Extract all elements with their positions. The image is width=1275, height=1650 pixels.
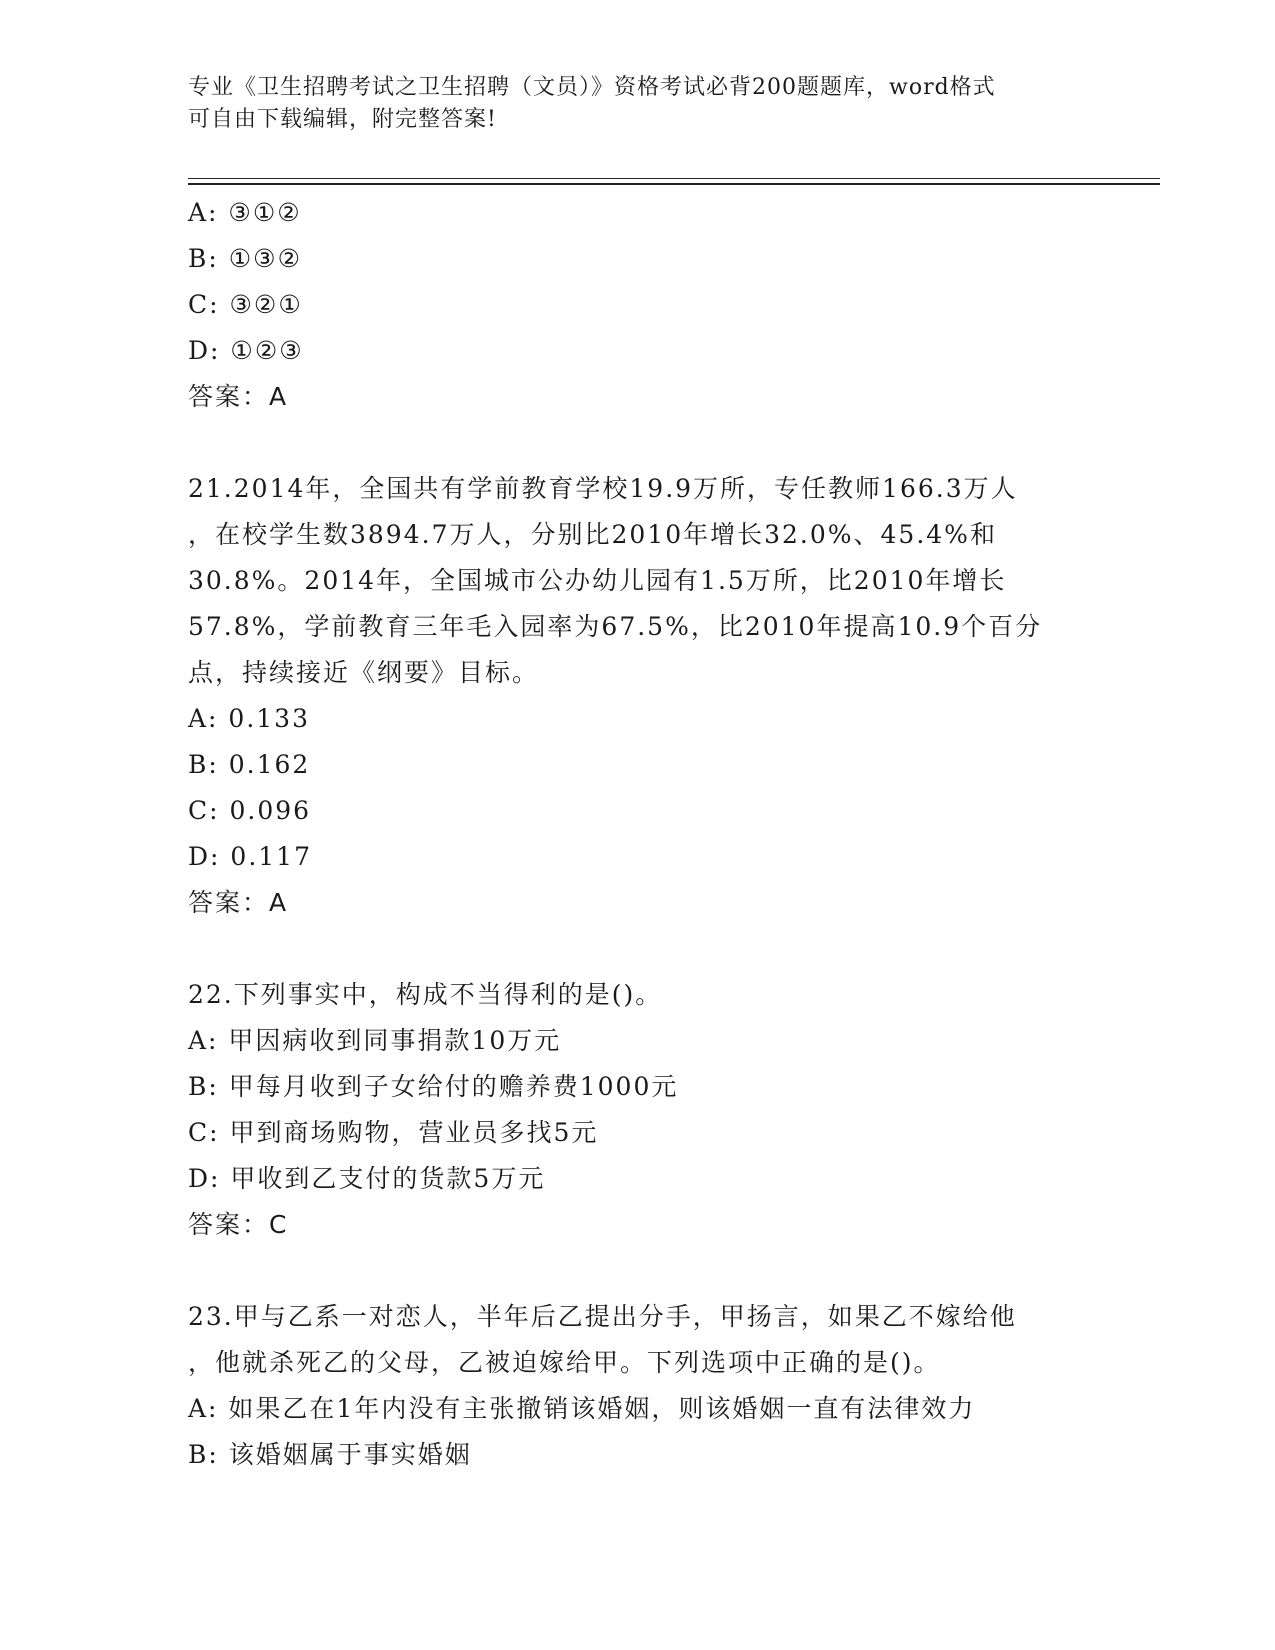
header-divider-thick: [188, 183, 1160, 185]
option-b: B: ①③②: [188, 244, 302, 273]
question-content: [188, 190, 1088, 1478]
question-stem-line: 30.8%。2014年，全国城市公办幼儿园有1.5万所，比2010年增长: [188, 566, 1007, 595]
option-c: C: 0.096: [188, 796, 312, 825]
spacer: [188, 926, 1088, 972]
option-d: D: 0.117: [188, 842, 312, 871]
header-line-1: 专业《卫生招聘考试之卫生招聘（文员）》资格考试必背200题题库，word格式: [188, 75, 996, 100]
question-stem-line: 点，持续接近《纲要》目标。: [188, 658, 540, 687]
option-d: D: ①②③: [188, 336, 304, 365]
question-22: [188, 972, 1088, 1248]
header-divider-thin: [188, 178, 1160, 179]
spacer: [188, 1248, 1088, 1294]
question-stem-line: 21.2014年，全国共有学前教育学校19.9万所，专任教师166.3万人: [188, 474, 1018, 503]
option-d: D: 甲收到乙支付的货款5万元: [188, 1164, 546, 1193]
question-stem-line: ，他就杀死乙的父母，乙被迫嫁给甲。下列选项中正确的是()。: [188, 1348, 941, 1377]
option-c: C: 甲到商场购物，营业员多找5元: [188, 1118, 599, 1147]
question-stem-line: 22.下列事实中，构成不当得利的是()。: [188, 980, 663, 1009]
option-a: A: 如果乙在1年内没有主张撤销该婚姻，则该婚姻一直有法律效力: [188, 1394, 976, 1423]
question-stem-line: 57.8%，学前教育三年毛入园率为67.5%，比2010年提高10.9个百分: [188, 612, 1043, 641]
option-a: A: 甲因病收到同事捐款10万元: [188, 1026, 562, 1055]
option-b: B: 0.162: [188, 750, 311, 779]
question-stem-line: 23.甲与乙系一对恋人，半年后乙提出分手，甲扬言，如果乙不嫁给他: [188, 1302, 1017, 1331]
header-line-2: 可自由下载编辑，附完整答案!: [188, 107, 497, 132]
question-21: [188, 466, 1088, 926]
answer: 答案：C: [188, 1210, 289, 1239]
question-stem-line: ，在校学生数3894.7万人，分别比2010年增长32.0%、45.4%和: [188, 520, 997, 549]
option-c: C: ③②①: [188, 290, 303, 319]
answer: 答案：A: [188, 888, 289, 917]
question-20: [188, 190, 1088, 420]
spacer: [188, 420, 1088, 466]
option-a: A: 0.133: [188, 704, 310, 733]
option-a: A: ③①②: [188, 198, 302, 227]
question-23: [188, 1294, 1088, 1478]
option-b: B: 该婚姻属于事实婚姻: [188, 1440, 472, 1469]
answer: 答案：A: [188, 382, 289, 411]
option-b: B: 甲每月收到子女给付的赡养费1000元: [188, 1072, 679, 1101]
document-header: [188, 72, 1068, 136]
